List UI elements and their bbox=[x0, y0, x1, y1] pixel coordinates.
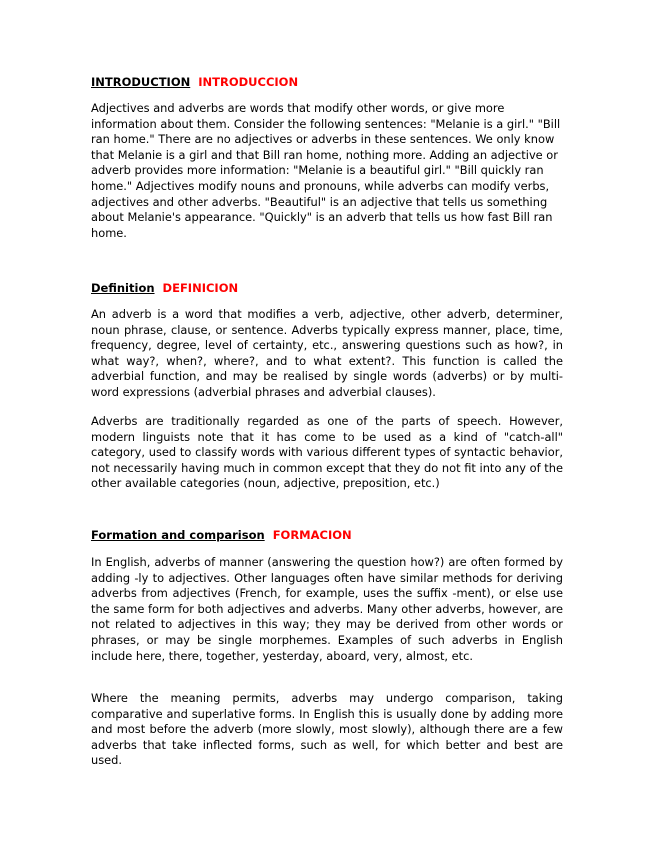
heading-introduction-es: INTRODUCCION bbox=[198, 75, 299, 89]
paragraph-formation-1: In English, adverbs of manner (answering the question how?) are often formed by adding -ly to adjectives. Other languages often have similar methods for deriving adverbs from adjectives (French, for example, uses the suffix -ment), or else use the same form for both adjectives and adverbs. Many other adverbs, however, are not related to adjectives in this way; they may be derived from other words or phrases, or may be single morphemes. Examples of such adverbs in English include here, there, together, yesterday, aboard, very, almost, etc. bbox=[91, 555, 563, 663]
heading-formation bbox=[91, 528, 352, 543]
paragraph-formation-2: Where the meaning permits, adverbs may undergo comparison, taking comparative and superlative forms. In English this is usually done by adding more and most before the adverb (more slowly, most slowly), although there are a few adverbs that take inflected forms, such as well, for which better and best are used. bbox=[91, 691, 563, 768]
heading-definition-en: Definition bbox=[91, 281, 155, 295]
heading-introduction bbox=[91, 75, 298, 90]
heading-definition bbox=[91, 281, 238, 296]
heading-definition-es: DEFINICION bbox=[162, 281, 239, 295]
paragraph-definition-2: Adverbs are traditionally regarded as one of the parts of speech. However, modern linguists note that it has come to be used as a kind of "catch-all" category, used to classify words with various different types of syntactic behavior, not necessarily having much in common except that they do not fit into any of the other available categories (noun, adjective, preposition, etc.) bbox=[91, 414, 563, 491]
paragraph-introduction: Adjectives and adverbs are words that modify other words, or give more information about them. Consider the following sentences: "Melanie is a girl." "Bill ran home." There are no adjectives or adverbs in these sentences. We only know that Melanie is a girl and that Bill ran home, nothing more. Adding an adjective or adverb provides more information: "Melanie is a beautiful girl." "Bill quickly ran home." Adjectives modify nouns and pronouns, while adverbs can modify verbs, adjectives and other adverbs. "Beautiful" is an adjective that tells us something about Melanie's appearance. "Quickly" is an adverb that tells us how fast Bill ran home. bbox=[91, 101, 561, 240]
paragraph-definition-1: An adverb is a word that modifies a verb, adjective, other adverb, determiner, noun phrase, clause, or sentence. Adverbs typically express manner, place, time, frequency, degree, level of certainty, etc., answering questions such as how?, in what way?, when?, where?, and to what extent?. This function is called the adverbial function, and may be realised by single words (adverbs) or by multi-word expressions (adverbial phrases and adverbial clauses). bbox=[91, 307, 563, 399]
heading-formation-es: FORMACION bbox=[272, 528, 352, 542]
heading-introduction-en: INTRODUCTION bbox=[91, 75, 191, 89]
heading-formation-en: Formation and comparison bbox=[91, 528, 265, 542]
